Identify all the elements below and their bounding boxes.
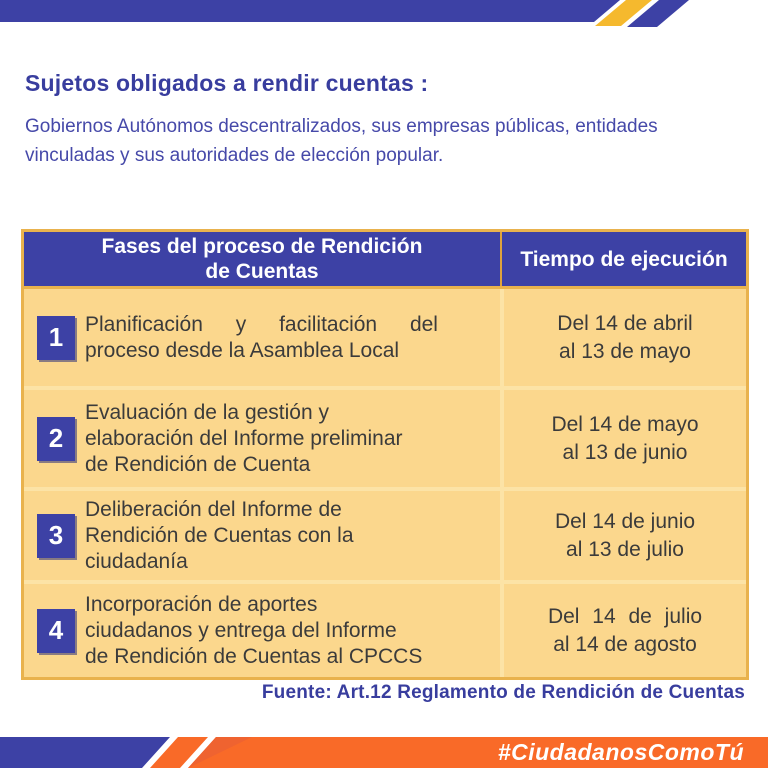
time-line: Del 14 de mayo <box>551 412 699 436</box>
phase-cell <box>24 390 500 487</box>
phase-line: Rendición de Cuentas con la <box>85 523 354 547</box>
phases-table <box>21 229 749 680</box>
phase-number-badge: 3 <box>37 514 75 558</box>
time-line: al 13 de mayo <box>559 339 691 363</box>
phase-number-badge: 2 <box>37 417 75 461</box>
time-cell <box>500 491 746 580</box>
time-line: Del 14 de junio <box>554 509 696 533</box>
phase-text <box>85 312 477 364</box>
table-row <box>24 289 746 386</box>
phase-line: proceso desde la Asamblea Local <box>85 338 400 362</box>
phase-line: ciudadanía <box>85 549 188 573</box>
hashtag-label: #CiudadanosComoTú <box>497 739 744 765</box>
phase-line: elaboración del Informe preliminar <box>85 426 403 450</box>
phase-line: Deliberación del Informe de <box>85 497 342 521</box>
phase-text <box>85 400 477 478</box>
table-row <box>24 580 746 677</box>
column-header-time-label: Tiempo de ejecución <box>520 247 728 271</box>
table-row <box>24 487 746 580</box>
table-header-row <box>24 232 746 289</box>
page-title: Sujetos obligados a rendir cuentas : <box>25 70 429 96</box>
source-note: Fuente: Art.12 Reglamento de Rendición de Cuentas <box>261 682 745 703</box>
phase-number-badge: 1 <box>37 316 75 360</box>
phase-line: de Rendición de Cuentas al CPCCS <box>85 644 423 668</box>
phase-line: ciudadanos y entrega del Informe <box>85 618 397 642</box>
time-line: Del 14 de abril <box>557 311 693 335</box>
phase-line: Evaluación de la gestión y <box>85 400 329 424</box>
phase-cell <box>24 584 500 677</box>
time-cell <box>500 289 746 386</box>
phase-line: Incorporación de aportes <box>85 592 318 616</box>
time-line: al 13 de junio <box>562 440 688 464</box>
time-line: Del 14 de julio <box>547 604 703 628</box>
phase-text <box>85 592 477 670</box>
time-cell <box>500 390 746 487</box>
phase-line: de Rendición de Cuenta <box>85 452 311 476</box>
column-header-phases <box>24 232 500 286</box>
phase-text <box>85 497 477 575</box>
top-banner-decoration <box>0 0 768 30</box>
phase-cell <box>24 289 500 386</box>
column-header-time <box>500 232 746 286</box>
time-line: al 14 de agosto <box>553 632 697 656</box>
phase-line: Planificación y facilitación del <box>85 312 438 336</box>
time-line: al 13 de julio <box>566 537 684 561</box>
column-header-phases-line1: Fases del proceso de Rendición <box>101 235 423 258</box>
time-cell <box>500 584 746 677</box>
table-row <box>24 386 746 487</box>
page-description: Gobiernos Autónomos descentralizados, sus empresas públicas, entidades vinculadas y sus autoridades de elección popular. <box>25 116 658 166</box>
phase-cell <box>24 491 500 580</box>
column-header-phases-line2: de Cuentas <box>205 260 319 283</box>
phase-number-badge: 4 <box>37 609 75 653</box>
